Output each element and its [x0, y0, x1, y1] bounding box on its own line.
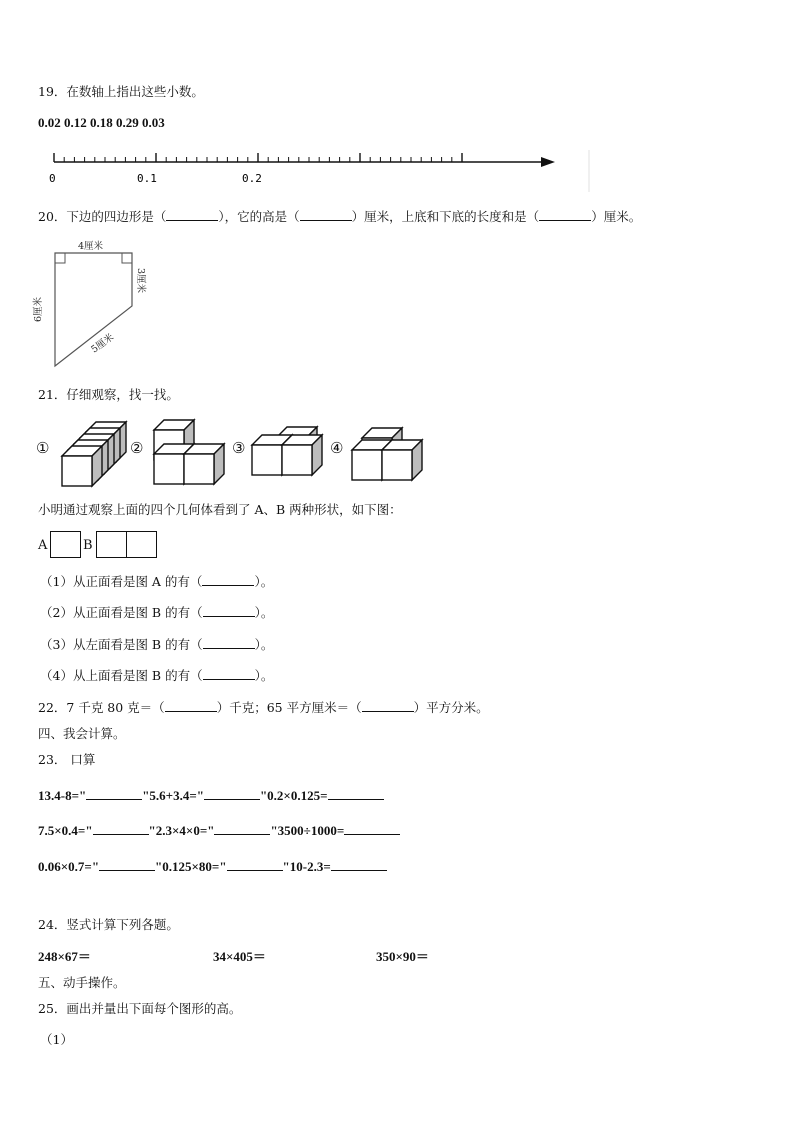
q22-line: [38, 698, 489, 716]
q23-row-1: [38, 787, 384, 804]
q23-item: "10-2.3=: [282, 859, 331, 874]
q23-item: "0.2×0.125=: [259, 788, 328, 803]
arrow-head-icon: [541, 157, 555, 167]
answer-blank[interactable]: [203, 606, 255, 617]
q19-title: 19．在数轴上指出这些小数。: [38, 84, 204, 99]
q23-item: 13.4-8=": [38, 788, 87, 803]
q23-item: "0.125×80=": [155, 859, 227, 874]
label-b: B: [83, 538, 93, 553]
answer-blank[interactable]: [328, 787, 384, 800]
answer-blank[interactable]: [93, 822, 149, 835]
answer-blank[interactable]: [99, 858, 155, 871]
q21-sub-3-end: ）。: [254, 637, 274, 652]
label-left: 6厘米: [33, 296, 44, 322]
shape-b-box-left: [96, 531, 127, 558]
q21-sub-4-text: （4）从上面看是图 B 的有（: [40, 668, 203, 683]
cube-figures: [0, 410, 440, 490]
label-a: A: [38, 538, 48, 553]
answer-blank[interactable]: [227, 858, 283, 871]
answer-blank[interactable]: [203, 669, 255, 680]
axis-label-0.1: 0.1: [137, 172, 157, 185]
right-angle-mark: [122, 253, 132, 263]
q21-sub-2-end: ）。: [254, 605, 274, 620]
answer-blank[interactable]: [300, 210, 352, 221]
q25-sub-1: （1）: [40, 1032, 73, 1047]
axis-label-0.2: 0.2: [242, 172, 262, 185]
q21-title: 21．仔细观察，找一找。: [38, 387, 179, 402]
q21-sub-2: [40, 603, 273, 621]
figure-number-1: ①: [36, 439, 50, 457]
q22-text-2: ）千克；65 平方厘米＝（: [216, 700, 362, 715]
axis-label-0: 0: [49, 172, 56, 185]
q20-text-1: 20．下边的四边形是（: [38, 209, 167, 224]
q20-text-3: ）厘米，上底和下底的长度和是（: [351, 209, 540, 224]
number-line-ticks: [54, 153, 462, 162]
q21-sub-4-end: ）。: [254, 668, 274, 683]
q23-item: "5.6+3.4=": [142, 788, 204, 803]
q23-title: 23． 口算: [38, 752, 96, 767]
figure-number-3: ③: [232, 439, 246, 457]
figure-number-2: ②: [130, 439, 144, 457]
cube-group-1: [62, 422, 126, 486]
label-right: 3厘米: [135, 268, 146, 294]
figure-number-4: ④: [330, 439, 344, 457]
q23-item: 7.5×0.4=": [38, 823, 93, 838]
shape-b-box-right: [126, 531, 157, 558]
answer-blank[interactable]: [344, 822, 400, 835]
q24-item-2: 34×405＝: [213, 949, 266, 964]
q20-text-2: ），它的高是（: [218, 209, 300, 224]
q25-title: 25．画出并量出下面每个图形的高。: [38, 1001, 242, 1016]
answer-blank[interactable]: [331, 858, 387, 871]
q23-item: "3500÷1000=: [270, 823, 345, 838]
answer-blank[interactable]: [86, 787, 142, 800]
answer-blank[interactable]: [214, 822, 270, 835]
q21-sub-1: [40, 572, 273, 590]
q23-item: "2.3×4×0=": [148, 823, 215, 838]
q23-row-3: [38, 858, 387, 875]
answer-blank[interactable]: [166, 210, 218, 221]
answer-blank[interactable]: [362, 701, 414, 712]
q21-sub-4: [40, 666, 273, 684]
trapezoid-figure: [30, 236, 160, 372]
q20-text-4: ）厘米。: [591, 209, 642, 224]
cube-group-2: [154, 420, 224, 484]
q24-item-3: 350×90＝: [376, 949, 429, 964]
number-line: [40, 140, 600, 195]
answer-blank[interactable]: [204, 787, 260, 800]
q21-sub-3: [40, 635, 273, 653]
cube-group-4: [352, 428, 422, 480]
section-4-heading: 四、我会计算。: [38, 726, 126, 741]
q23-row-2: [38, 822, 400, 839]
q19-decimals: 0.02 0.12 0.18 0.29 0.03: [38, 115, 165, 130]
q24-title: 24．竖式计算下列各题。: [38, 917, 179, 932]
label-slant: 5厘米: [89, 331, 117, 356]
answer-blank[interactable]: [539, 210, 591, 221]
cube-group-3: [252, 427, 322, 475]
answer-blank[interactable]: [203, 638, 255, 649]
q22-text-3: ）平方分米。: [413, 700, 489, 715]
label-top: 4厘米: [78, 241, 104, 252]
q20-line: [38, 207, 641, 225]
q21-sub-3-text: （3）从左面看是图 B 的有（: [40, 637, 203, 652]
q22-text-1: 22．7 千克 80 克＝（: [38, 700, 165, 715]
answer-blank[interactable]: [165, 701, 217, 712]
section-5-heading: 五、动手操作。: [38, 975, 126, 990]
q24-item-1: 248×67＝: [38, 949, 91, 964]
answer-blank[interactable]: [202, 575, 254, 586]
q21-sub-1-text: （1）从正面看是图 A 的有（: [40, 574, 203, 589]
q21-sub-2-text: （2）从正面看是图 B 的有（: [40, 605, 203, 620]
q21-description: 小明通过观察上面的四个几何体看到了 A、B 两种形状，如下图：: [38, 502, 402, 517]
q21-sub-1-end: ）。: [254, 574, 274, 589]
shape-a-box: [50, 531, 81, 558]
q23-item: 0.06×0.7=": [38, 859, 100, 874]
right-angle-mark: [55, 253, 65, 263]
